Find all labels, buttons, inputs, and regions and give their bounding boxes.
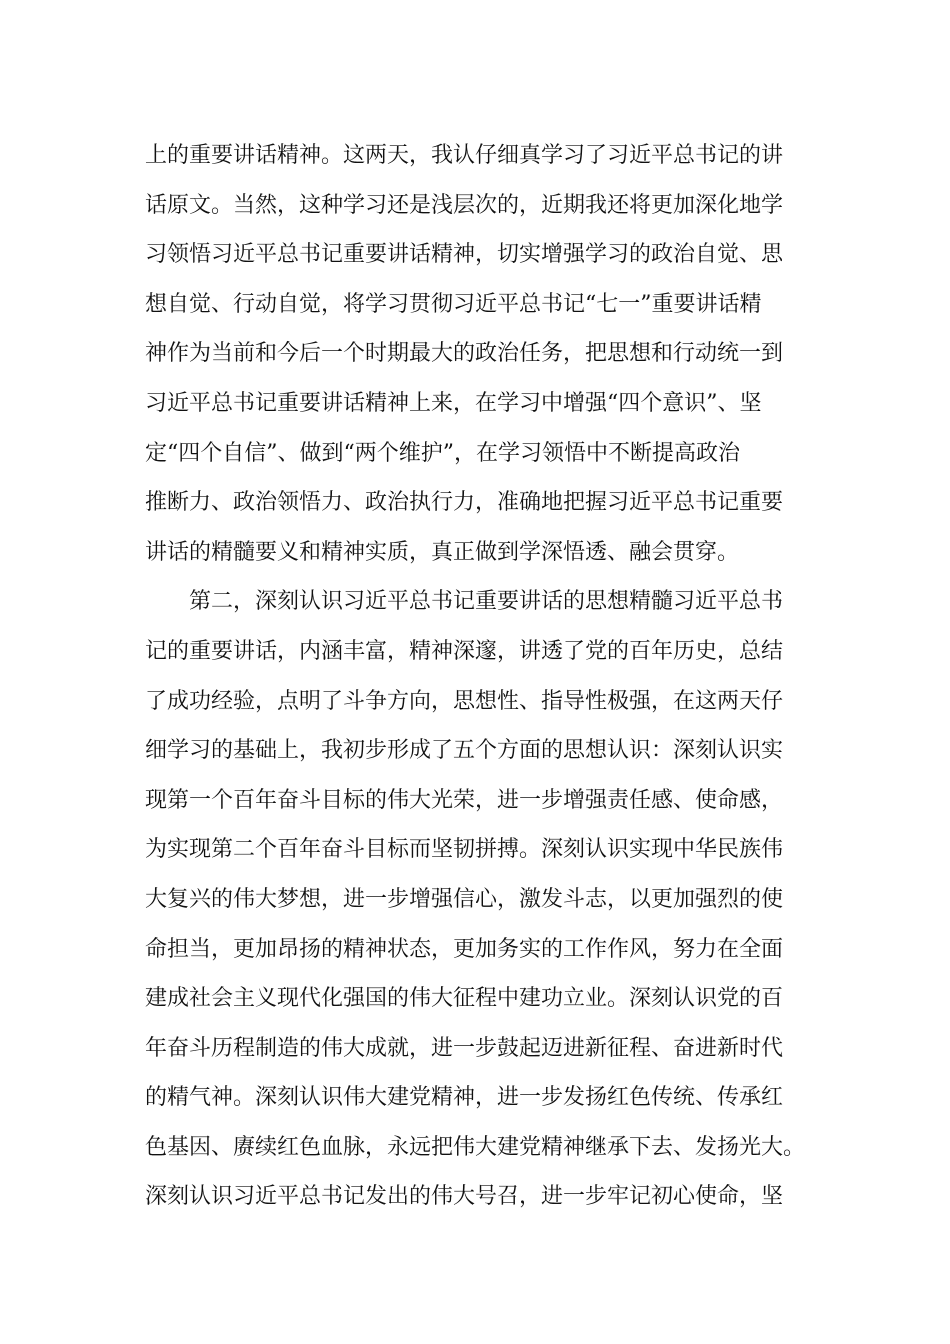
text-line: 神作为当前和今后一个时期最大的政治任务，把思想和行动统一到 <box>145 341 784 367</box>
text-line: 上的重要讲话精神。这两天，我认仔细真学习了习近平总书记的讲 <box>145 143 784 168</box>
text-line: 习近平总书记重要讲话精神上来，在学习中增强“四个意识”、坚 <box>145 390 762 416</box>
body-text <box>145 131 825 1222</box>
text-line: 现第一个百年奋斗目标的伟大光荣，进一步增强责任感、使命感， <box>145 787 784 813</box>
text-line: 想自觉、行动自觉，将学习贯彻习近平总书记“七一”重要讲话精 <box>145 291 762 317</box>
text-line: 习领悟习近平总书记重要讲话精神，切实增强学习的政治自觉、思 <box>145 242 784 268</box>
text-line: 了成功经验，点明了斗争方向，思想性、指导性极强，在这两天仔 <box>145 688 784 714</box>
text-line: 定“四个自信”、做到“两个维护”，在学习领悟中不断提高政治 <box>145 440 740 466</box>
text-line: 为实现第二个百年奋斗目标而坚韧拼搏。深刻认识实现中华民族伟 <box>145 837 784 863</box>
text-line: 细学习的基础上，我初步形成了五个方面的思想认识：深刻认识实 <box>145 738 784 764</box>
text-line: 推断力、政治领悟力、政治执行力，准确地把握习近平总书记重要 <box>145 490 784 516</box>
text-line: 命担当，更加昂扬的精神状态，更加务实的工作作风，努力在全面 <box>145 936 784 962</box>
text-line: 色基因、赓续红色血脉，永远把伟大建党精神继承下去、发扬光大。 <box>145 1134 806 1160</box>
text-line: 记的重要讲话，内涵丰富，精神深邃，讲透了党的百年历史，总结 <box>145 638 784 664</box>
text-line: 的精气神。深刻认识伟大建党精神，进一步发扬红色传统、传承红 <box>145 1085 784 1111</box>
text-line: 建成社会主义现代化强国的伟大征程中建功立业。深刻认识党的百 <box>145 986 784 1012</box>
paragraph-first-line: 第二，深刻认识习近平总书记重要讲话的思想精髓习近平总书 <box>189 589 784 615</box>
text-line: 讲话的精髓要义和精神实质，真正做到学深悟透、融会贯穿。 <box>145 539 740 565</box>
text-line: 话原文。当然，这种学习还是浅层次的，近期我还将更加深化地学 <box>145 192 784 218</box>
text-line: 深刻认识习近平总书记发出的伟大号召，进一步牢记初心使命，坚 <box>145 1184 784 1210</box>
text-line: 大复兴的伟大梦想，进一步增强信心，激发斗志，以更加强烈的使 <box>145 886 784 912</box>
text-line: 年奋斗历程制造的伟大成就，进一步鼓起迈进新征程、奋进新时代 <box>145 1035 784 1061</box>
